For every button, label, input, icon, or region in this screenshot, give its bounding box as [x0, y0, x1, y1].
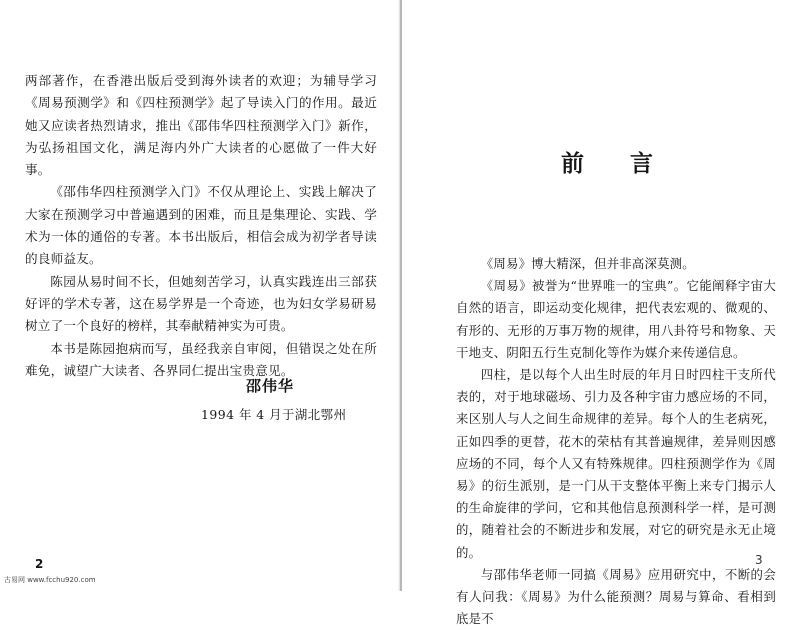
left-page-number: 2: [35, 557, 44, 571]
left-page: [0, 0, 400, 591]
left-page-body: [25, 70, 377, 382]
left-paragraph-3: 陈园从易时间不长，但她刻苦学习，认真实践连出三部获好评的学术专著，这在易学界是一个奇迹，也为妇女学易研易树立了一个良好的榜样，其奉献精神实为可贵。: [25, 273, 377, 334]
watermark-text: 古易网 www.fcchu920.com: [4, 576, 96, 584]
right-paragraph-1: 《周易》博大精深，但并非高深莫测。: [480, 256, 695, 271]
right-paragraph-4: 与邵伟华老师一同搞《周易》应用研究中，不断的会有人问我：《周易》为什么能预测？周易与算命、看相到底是不: [456, 566, 776, 627]
right-paragraph-2: 《周易》被誉为“世界唯一的宝典”。它能阐释宇宙大自然的语言，即运动变化规律，把代表宏观的、微观的、有形的、无形的万事万物的规律，用八卦符号和物象、天干地支、阴阳五行生克制化等作为媒介来传递信息。: [456, 278, 776, 360]
left-paragraph-1: 两部著作，在香港出版后受到海外读者的欢迎；为辅导学习《周易预测学》和《四柱预测学》起了导读入门的作用。最近她又应读者热烈请求，推出《邵伟华四柱预测学入门》新作，为弘扬祖国文化，满足海内外广大读者的心愿做了一件大好事。: [25, 73, 377, 178]
signature-name: 邵伟华: [246, 377, 295, 395]
right-page-number: 3: [755, 553, 763, 567]
left-paragraph-2: 《邵伟华四柱预测学入门》不仅从理论上、实践上解决了大家在预测学习中普遍遇到的困难，而且是集理论、实践、学术为一体的通俗的专著。本书出版后，相信会成为初学者导读的良师益友。: [25, 184, 377, 267]
left-paragraph-4: 本书是陈园抱病而写，虽经我亲自审阅，但错误之处在所难免，诚望广大读者、各界同仁提出宝贵意见。: [25, 340, 377, 378]
signature-date: 1994 年 4 月于湖北鄂州: [201, 407, 347, 422]
right-paragraph-3: 四柱，是以每个人出生时辰的年月日时四柱干支所代表的，对于地球磁场、引力及各种宇宙力感应场的不同，来区别人与人之间生命规律的差异。每个人的生老病死，正如四季的更替，花木的荣枯有其普遍规律，差异则因感应场的不同，每个人又有特殊规律。四柱预测学作为《周易》的衍生派别，是一门从干支整体平衡上来专门揭示人的生命旋律的学问，它和其他信息预测科学一样，是可测的，随着社会的不断进步和发展，对它的研究是永无止境的。: [456, 367, 776, 560]
right-page-body: [456, 253, 776, 630]
preface-heading: 前言: [561, 150, 699, 177]
